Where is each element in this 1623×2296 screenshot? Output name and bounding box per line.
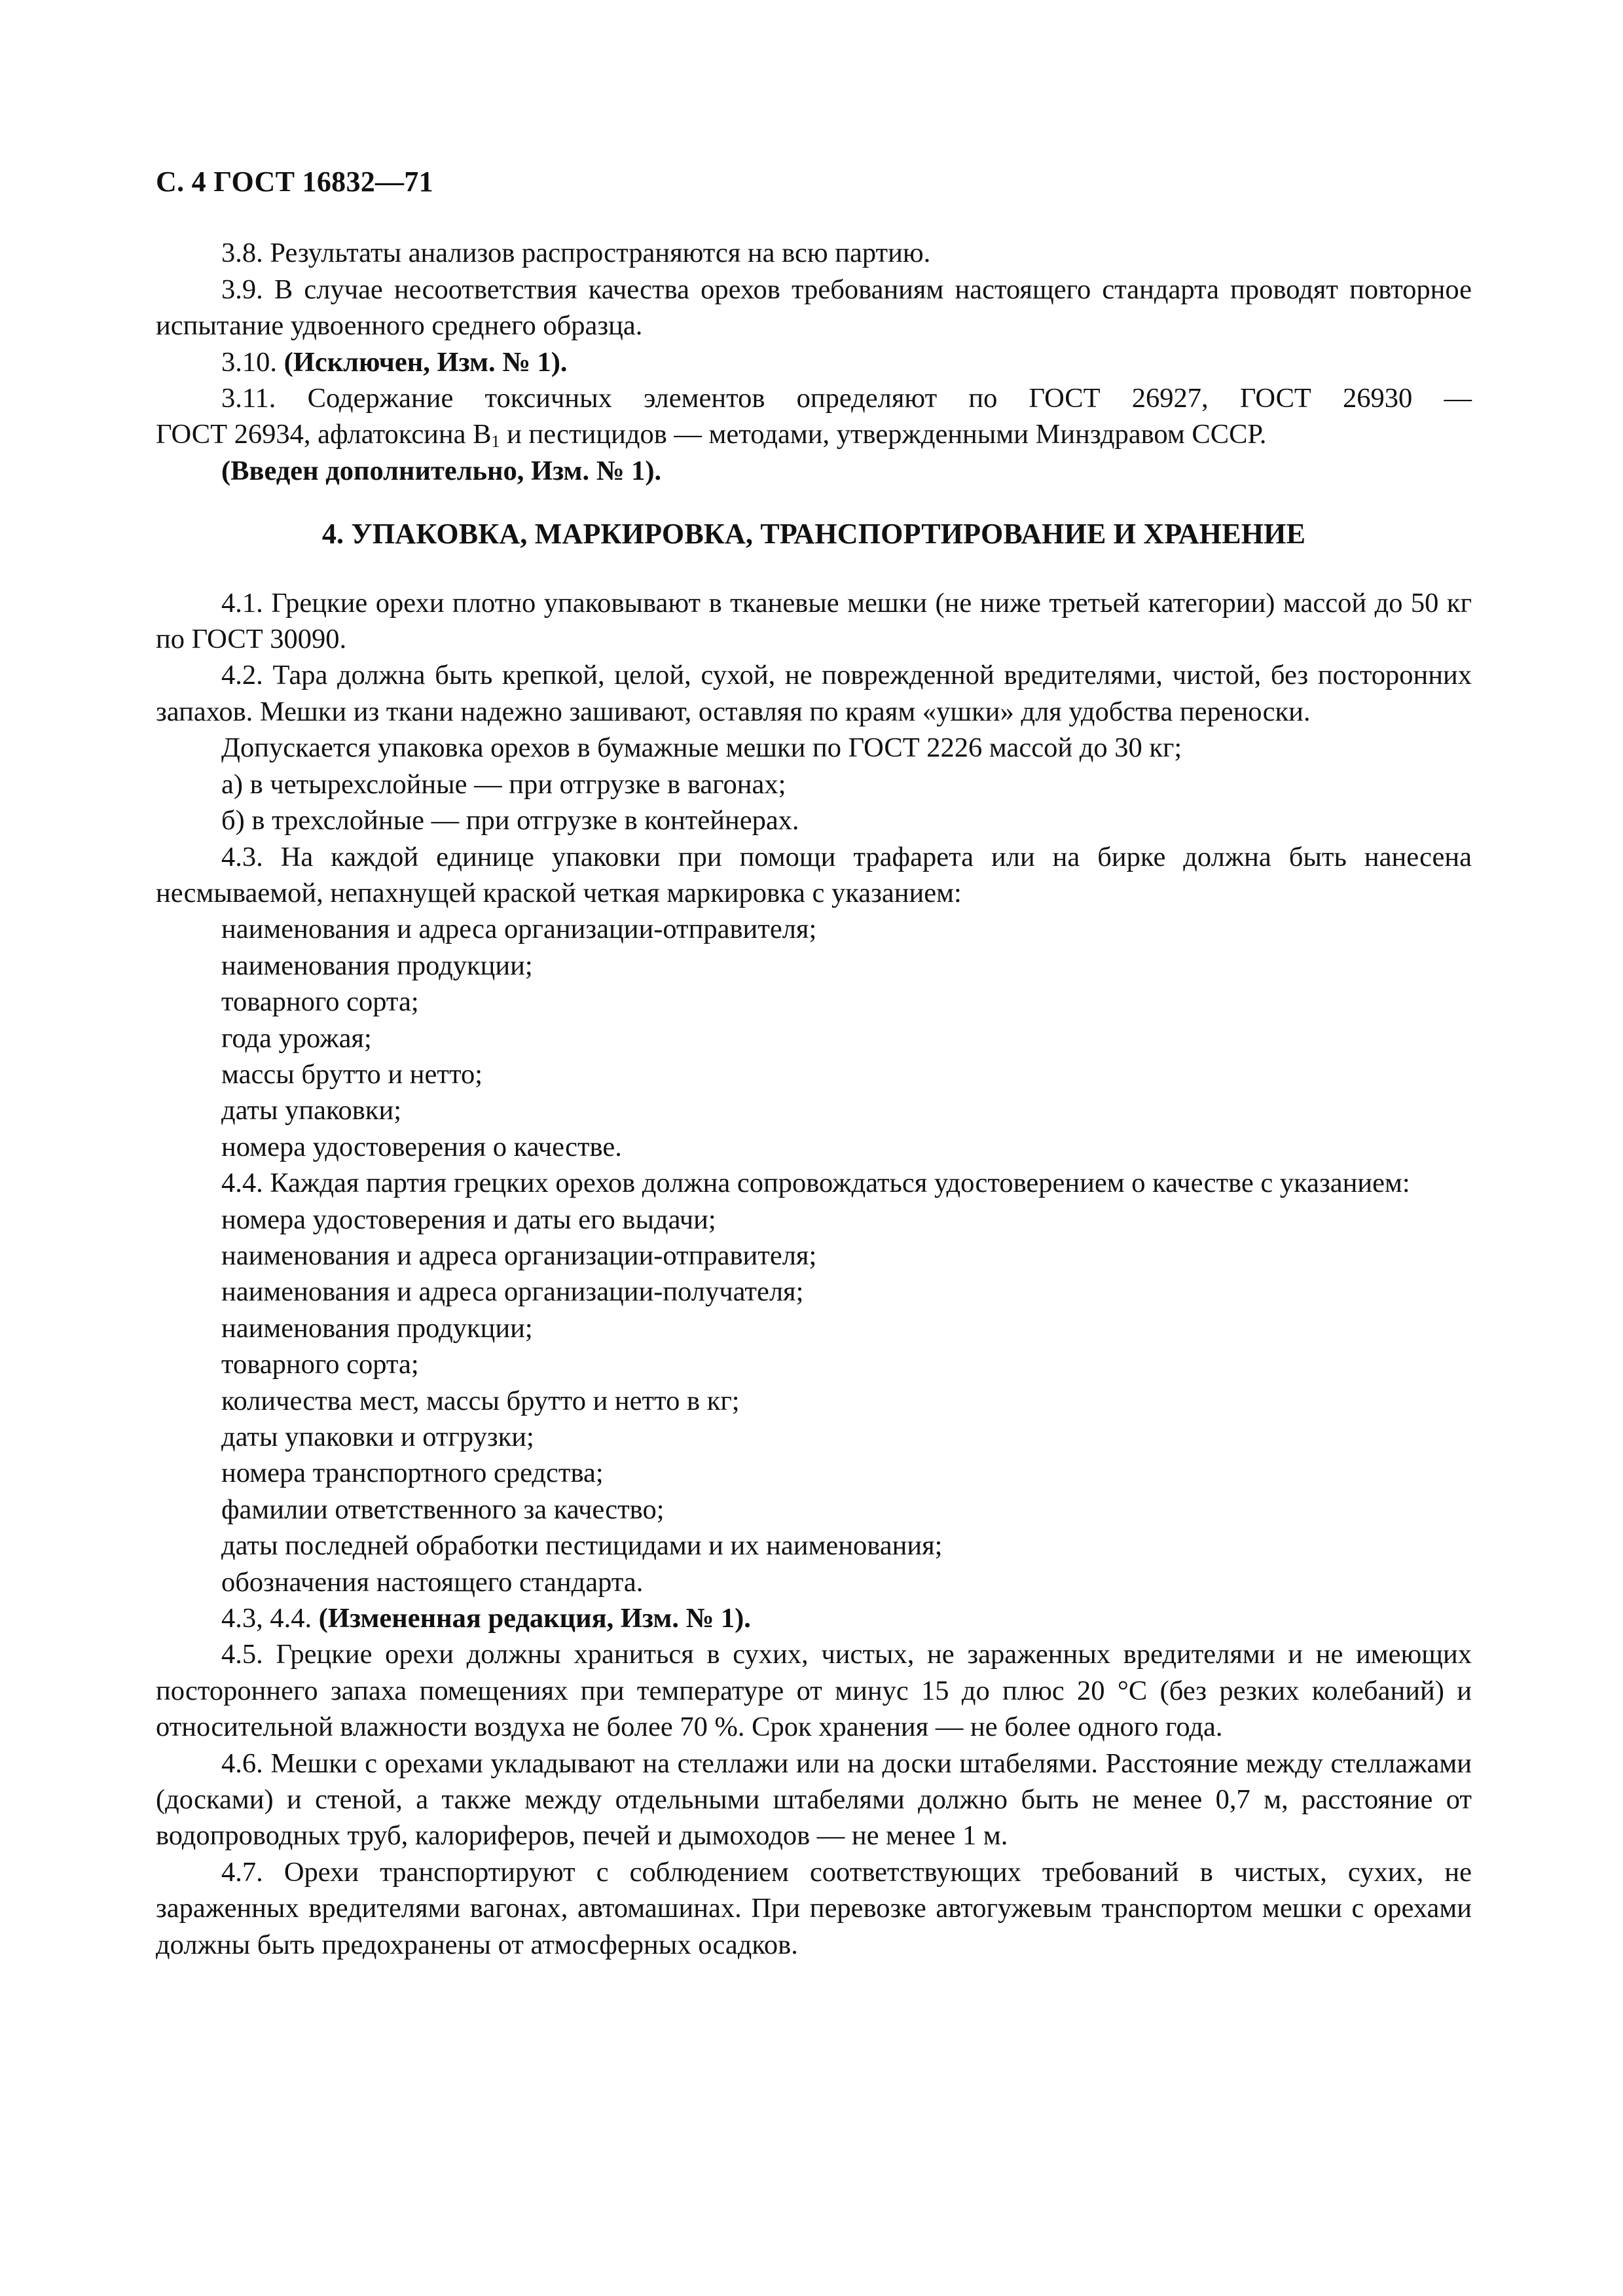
clause-4-6: 4.6. Мешки с орехами укладывают на стеллажи или на доски штабелями. Расстояние между стеллажами (досками) и стеной, а также между отдельными штабелями должно быть не менее 0,7 м, расстояние от водопроводных труб, калориферов, печей и дымоходов — не менее 1 м.	[156, 1748, 1472, 1852]
list-item: количества мест, массы брутто и нетто в кг;	[221, 1385, 740, 1416]
clause-3-11-line-1: 3.11. Содержание токсичных элементов определяют по ГОСТ 26927, ГОСТ 26930 —	[221, 383, 1472, 414]
clause-4-7: 4.7. Орехи транспортируют с соблюдением соответствующих требований в чистых, сухих, не зараженных вредителями вагонах, автомашинах. При перевозке автогужевым транспортом мешки с орехами должны быть предохранены от атмосферных осадков.	[156, 1856, 1472, 1960]
clause-4-4: 4.4. Каждая партия грецких орехов должна сопровождаться удостоверением о качестве с указанием:	[221, 1168, 1410, 1199]
clause-4-1: 4.1. Грецкие орехи плотно упаковывают в тканевые мешки (не ниже третьей категории) массой до 50 кг по ГОСТ 30090.	[156, 587, 1472, 655]
list-item: даты упаковки и отгрузки;	[221, 1422, 534, 1452]
clause-4-2-item-b: б) в трехслойные — при отгрузке в контейнерах.	[221, 805, 799, 836]
clause-3-9: 3.9. В случае несоответствия качества орехов требованиям настоящего стандарта проводят повторное испытание удвоенного среднего образца.	[156, 274, 1472, 342]
list-item: номера транспортного средства;	[221, 1458, 604, 1489]
page-header: С. 4 ГОСТ 16832—71	[156, 166, 433, 198]
clause-4-3: 4.3. На каждой единице упаковки при помощи трафарета или на бирке должна быть нанесена несмываемой, непахнущей краской четкая маркировка с указанием:	[156, 841, 1472, 908]
list-item: товарного сорта;	[221, 986, 419, 1018]
clause-text: и пестицидов — методами, утвержденными Минздравом СССР.	[500, 419, 1267, 450]
list-item: товарного сорта;	[221, 1349, 419, 1380]
list-item: обозначения настоящего стандарта.	[221, 1566, 644, 1598]
amendment-note: (Введен дополнительно, Изм. № 1).	[221, 455, 662, 486]
clause-4-5: 4.5. Грецкие орехи должны храниться в сухих, чистых, не зараженных вредителями и не имеющих постороннего запаха помещениях при температуре от минус 15 до плюс 20 °С (без резких колебаний) и относительной влажности воздуха не более 70 %. Срок хранения — не более одного года.	[156, 1639, 1472, 1743]
clause-3-8: 3.8. Результаты анализов распространяются на всю партию.	[221, 238, 931, 269]
amendment-note: (Исключен, Изм. № 1).	[283, 346, 568, 378]
section-heading: 4. УПАКОВКА, МАРКИРОВКА, ТРАНСПОРТИРОВАНИЕ И ХРАНЕНИЕ	[321, 518, 1306, 550]
clause-number: 3.10.	[221, 346, 277, 378]
clause-4-3-4-4-note	[156, 1600, 1472, 1636]
list-item: наименования и адреса организации-отправителя;	[221, 1240, 817, 1271]
list-item: даты упаковки;	[221, 1095, 402, 1126]
clause-3-11-line-2	[156, 416, 1472, 452]
document-page	[156, 164, 1472, 1963]
clause-4-2-allowed: Допускается упаковка орехов в бумажные мешки по ГОСТ 2226 массой до 30 кг;	[221, 732, 1182, 764]
amendment-note: (Измененная редакция, Изм. № 1).	[318, 1603, 751, 1634]
list-item: фамилии ответственного за качество;	[221, 1494, 665, 1525]
clause-4-2-item-a: а) в четырехслойные — при отгрузке в вагонах;	[221, 768, 786, 800]
clause-3-10	[156, 344, 1472, 380]
clause-4-4-list	[156, 1202, 1472, 1600]
list-item: наименования и адреса организации-отправителя;	[221, 914, 817, 945]
list-item: наименования продукции;	[221, 1312, 533, 1344]
list-item: года урожая;	[221, 1022, 372, 1054]
subscript: 1	[491, 432, 500, 452]
list-item: наименования и адреса организации-получателя;	[221, 1276, 804, 1308]
list-item: номера удостоверения и даты его выдачи;	[221, 1204, 716, 1235]
list-item: массы брутто и нетто;	[221, 1058, 483, 1090]
clause-number: 4.3, 4.4.	[221, 1603, 312, 1634]
clause-4-2: 4.2. Тара должна быть крепкой, целой, сухой, не поврежденной вредителями, чистой, без посторонних запахов. Мешки из ткани надежно зашивают, оставляя по краям «ушки» для удобства переноски.	[156, 660, 1472, 727]
list-item: номера удостоверения о качестве.	[221, 1131, 622, 1162]
clause-4-3-list	[156, 911, 1472, 1165]
list-item: даты последней обработки пестицидами и их наименования;	[221, 1530, 943, 1562]
clause-text: ГОСТ 26934, афлатоксина В	[156, 419, 492, 450]
list-item: наименования продукции;	[221, 950, 533, 981]
